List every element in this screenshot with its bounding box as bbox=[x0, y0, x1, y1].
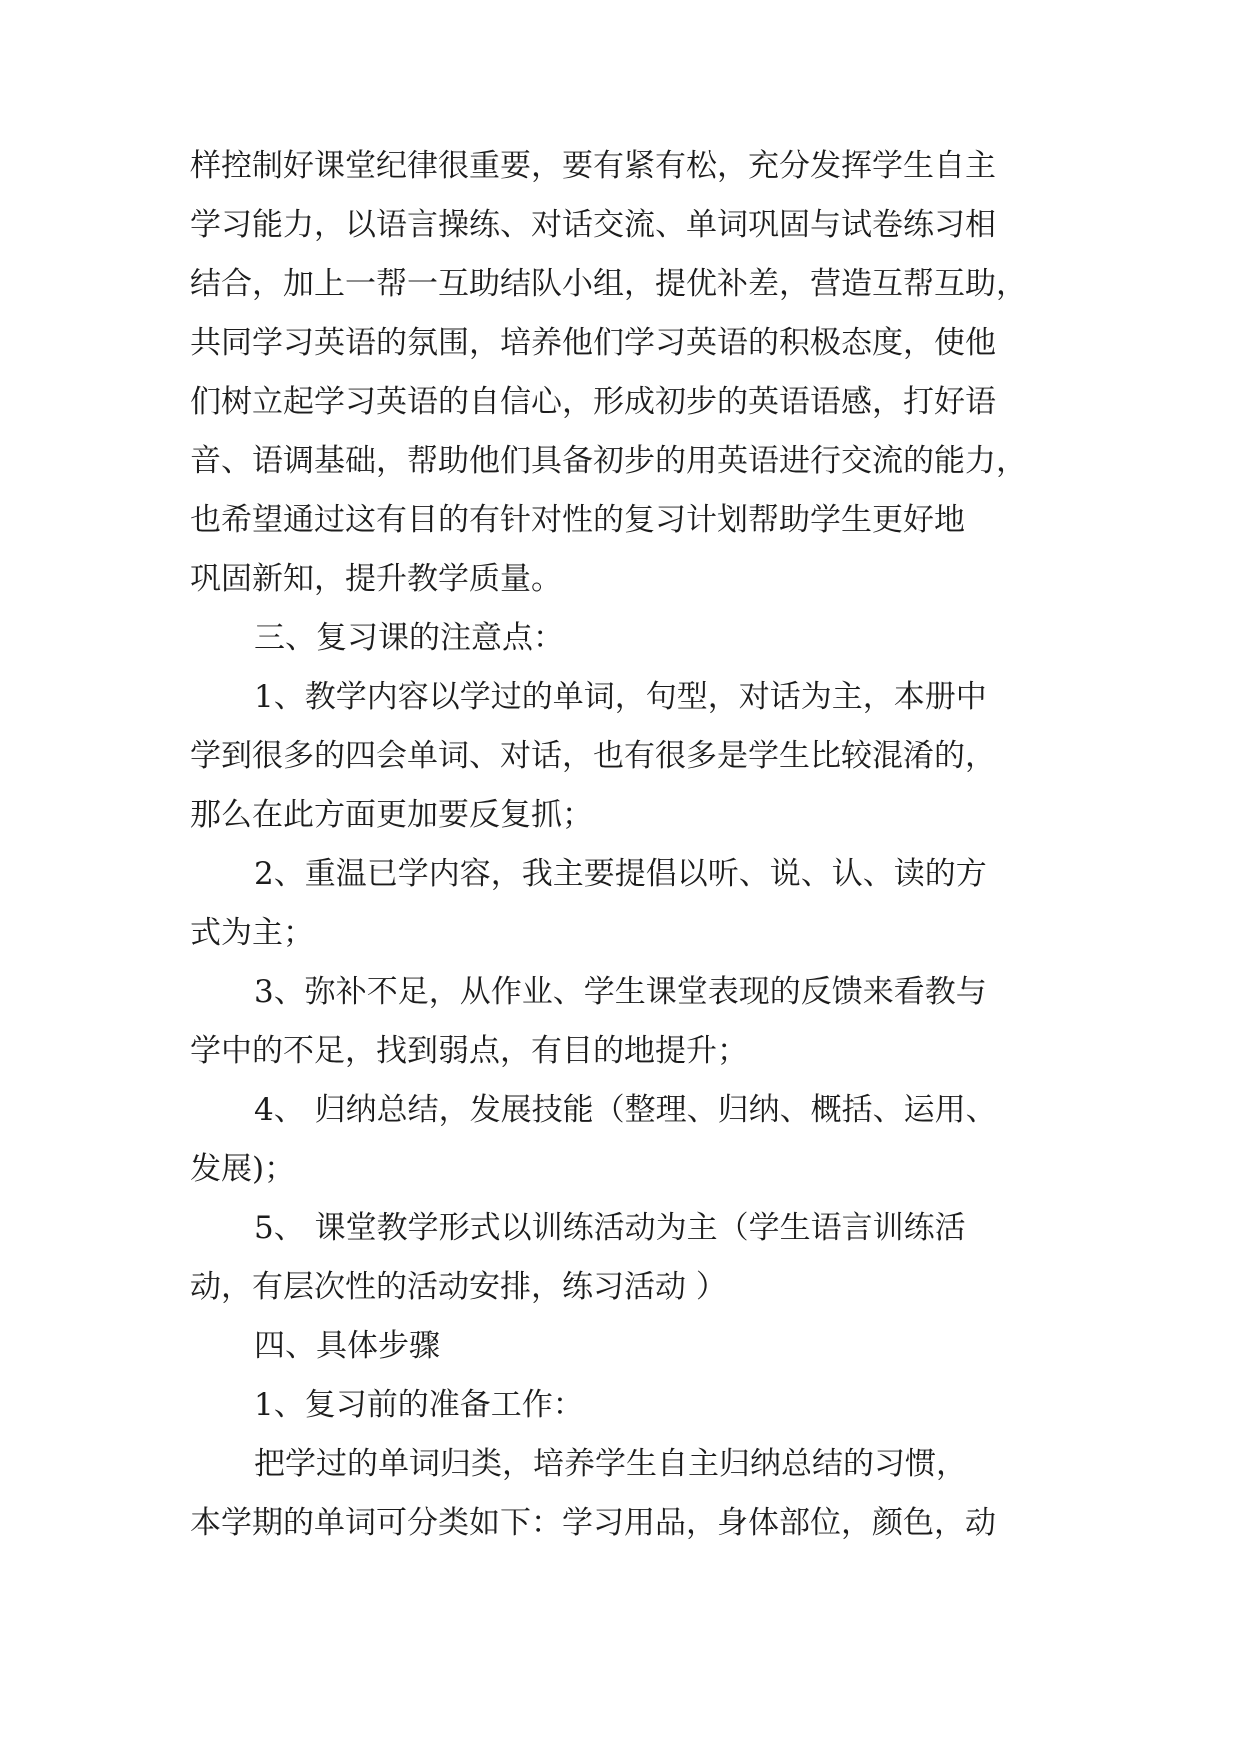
paragraph-line: 2、重温已学内容，我主要提倡以听、说、认、读的方 bbox=[254, 856, 987, 892]
paragraph-line: 本学期的单词可分类如下：学习用品，身体部位，颜色，动 bbox=[190, 1505, 996, 1541]
paragraph-line: 学中的不足，找到弱点，有目的地提升； bbox=[190, 1033, 748, 1069]
paragraph-line: 巩固新知，提升教学质量。 bbox=[190, 561, 562, 597]
paragraph-line: 学到很多的四会单词、对话，也有很多是学生比较混淆的， bbox=[190, 738, 996, 774]
paragraph-line: 音、语调基础，帮助他们具备初步的用英语进行交流的能力， bbox=[190, 443, 1027, 479]
paragraph-line: 5、 课堂教学形式以训练活动为主（学生语言训练活 bbox=[254, 1210, 966, 1246]
section-heading: 四、具体步骤 bbox=[254, 1328, 440, 1364]
paragraph-line: 学习能力，以语言操练、对话交流、单词巩固与试卷练习相 bbox=[190, 207, 996, 243]
paragraph-line: 3、弥补不足，从作业、学生课堂表现的反馈来看教与 bbox=[254, 974, 987, 1010]
paragraph-line: 式为主； bbox=[190, 915, 314, 951]
paragraph-line: 那么在此方面更加要反复抓； bbox=[190, 797, 593, 833]
paragraph-line: 把学过的单词归类，培养学生自主归纳总结的习惯， bbox=[254, 1446, 967, 1482]
paragraph-line: 样控制好课堂纪律很重要，要有紧有松，充分发挥学生自主 bbox=[190, 148, 996, 184]
section-heading: 三、复习课的注意点： bbox=[254, 620, 564, 656]
paragraph-line: 们树立起学习英语的自信心，形成初步的英语语感，打好语 bbox=[190, 384, 996, 420]
paragraph-line: 动，有层次性的活动安排，练习活动 ） bbox=[190, 1269, 727, 1305]
paragraph-line: 4、 归纳总结，发展技能（整理、归纳、概括、运用、 bbox=[254, 1092, 997, 1128]
paragraph-line: 结合，加上一帮一互助结队小组，提优补差，营造互帮互助， bbox=[190, 266, 1027, 302]
subsection-heading: 1、复习前的准备工作： bbox=[254, 1387, 584, 1423]
paragraph-line: 1、教学内容以学过的单词，句型，对话为主，本册中 bbox=[254, 679, 987, 715]
paragraph-line: 发展)； bbox=[190, 1151, 296, 1187]
paragraph-line: 共同学习英语的氛围，培养他们学习英语的积极态度，使他 bbox=[190, 325, 996, 361]
paragraph-line: 也希望通过这有目的有针对性的复习计划帮助学生更好地 bbox=[190, 502, 965, 538]
